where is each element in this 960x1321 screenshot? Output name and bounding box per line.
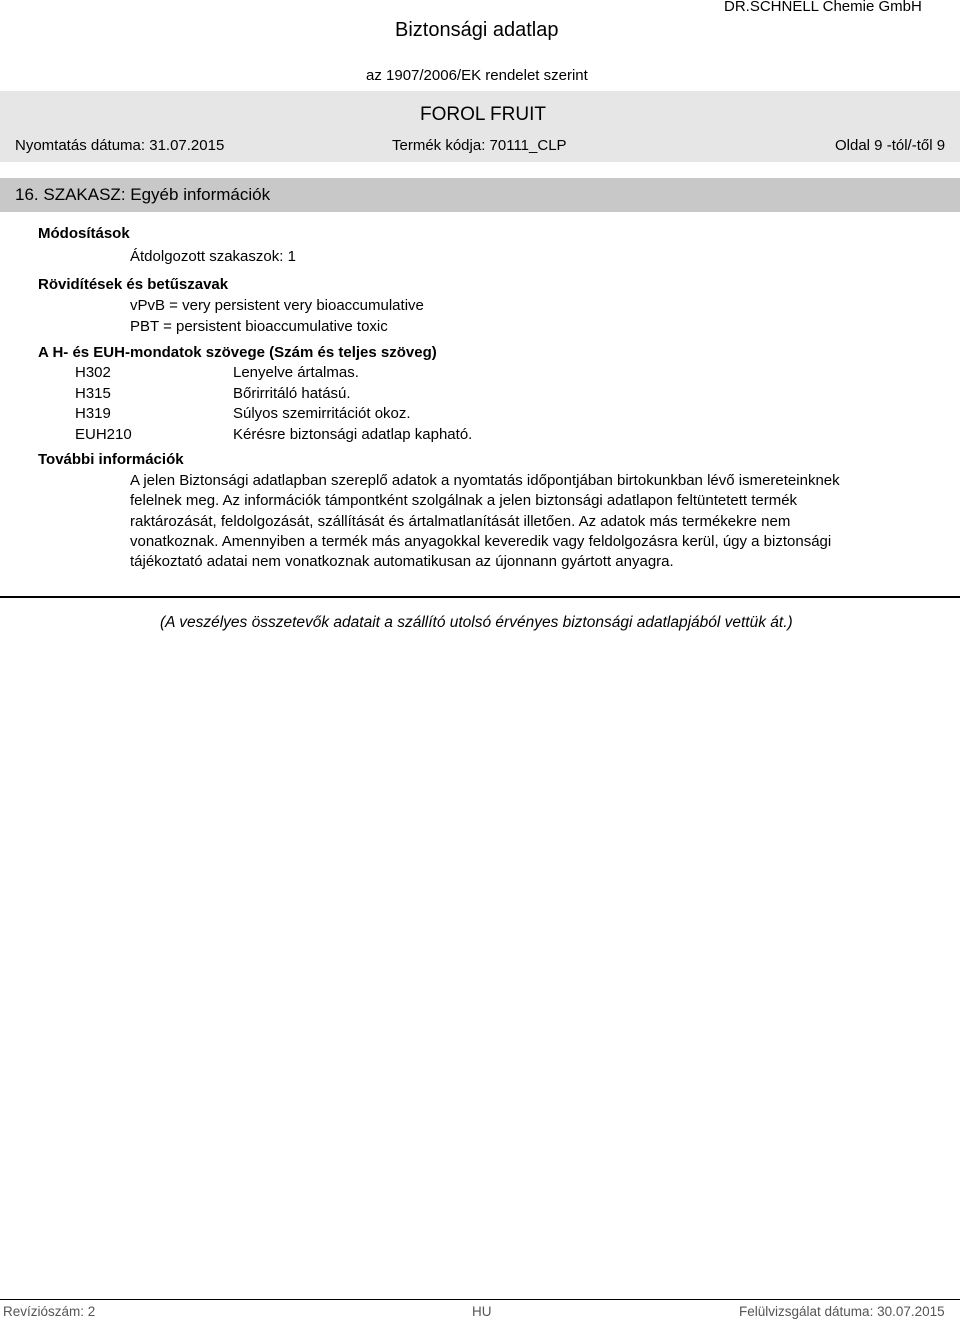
hazard-statements-heading: A H- és EUH-mondatok szövege (Szám és teljes szöveg) [38,344,437,361]
review-date: Felülvizsgálat dátuma: 30.07.2015 [739,1304,945,1319]
modifications-heading: Módosítások [38,225,130,242]
modifications-text: Átdolgozott szakaszok: 1 [130,248,296,265]
hazard-code: H315 [75,385,111,402]
hazard-text: Kérésre biztonsági adatlap kapható. [233,426,473,443]
language-code: HU [472,1304,492,1319]
product-code: Termék kódja: 70111_CLP [392,137,567,154]
revision-number: Revíziószám: 2 [3,1304,96,1319]
source-note: (A veszélyes összetevők adatait a szállító utolsó érvényes biztonsági adatlapjából vettük át.) [160,614,793,631]
company-name: DR.SCHNELL Chemie GmbH [724,0,922,15]
print-date: Nyomtatás dátuma: 31.07.2015 [15,137,225,154]
abbreviations-heading: Rövidítések és betűszavak [38,276,229,293]
abbreviation-item: vPvB = very persistent very bioaccumulative [130,297,424,314]
section-divider [0,596,960,598]
further-info-text: A jelen Biztonsági adatlapban szereplő adatok a nyomtatás időpontjában birtokunkban lévő ismereteinknek felelnek meg. Az információk támpontként szolgálnak a jelen biztonsági adatlapon feltüntetett termék raktározását, feldolgozását, szállítását és ártalmatlanítását illetően. Az adatok más termékekre nem vonatkoznak. Amennyiben a termék más anyagokkal keveredik vagy feldolgozásra kerül, úgy a biztonsági tájékoztató adatai nem vonatkoznak automatikusan az újonnann gyártott anyagra. [130,472,840,571]
hazard-text: Lenyelve ártalmas. [233,364,359,381]
hazard-code: EUH210 [75,426,132,443]
regulation-text: az 1907/2006/EK rendelet szerint [366,67,588,84]
page-number: Oldal 9 -tól/-től 9 [835,137,946,154]
hazard-code: H319 [75,405,111,422]
product-name: FOROL FRUIT [420,104,546,125]
hazard-code: H302 [75,364,111,381]
section-title: 16. SZAKASZ: Egyéb információk [15,185,271,204]
further-info-heading: További információk [38,451,184,468]
hazard-text: Súlyos szemirritációt okoz. [233,405,411,422]
footer-divider [0,1299,960,1300]
abbreviation-item: PBT = persistent bioaccumulative toxic [130,318,388,335]
document-title: Biztonsági adatlap [395,19,559,41]
hazard-text: Bőrirritáló hatású. [233,385,351,402]
